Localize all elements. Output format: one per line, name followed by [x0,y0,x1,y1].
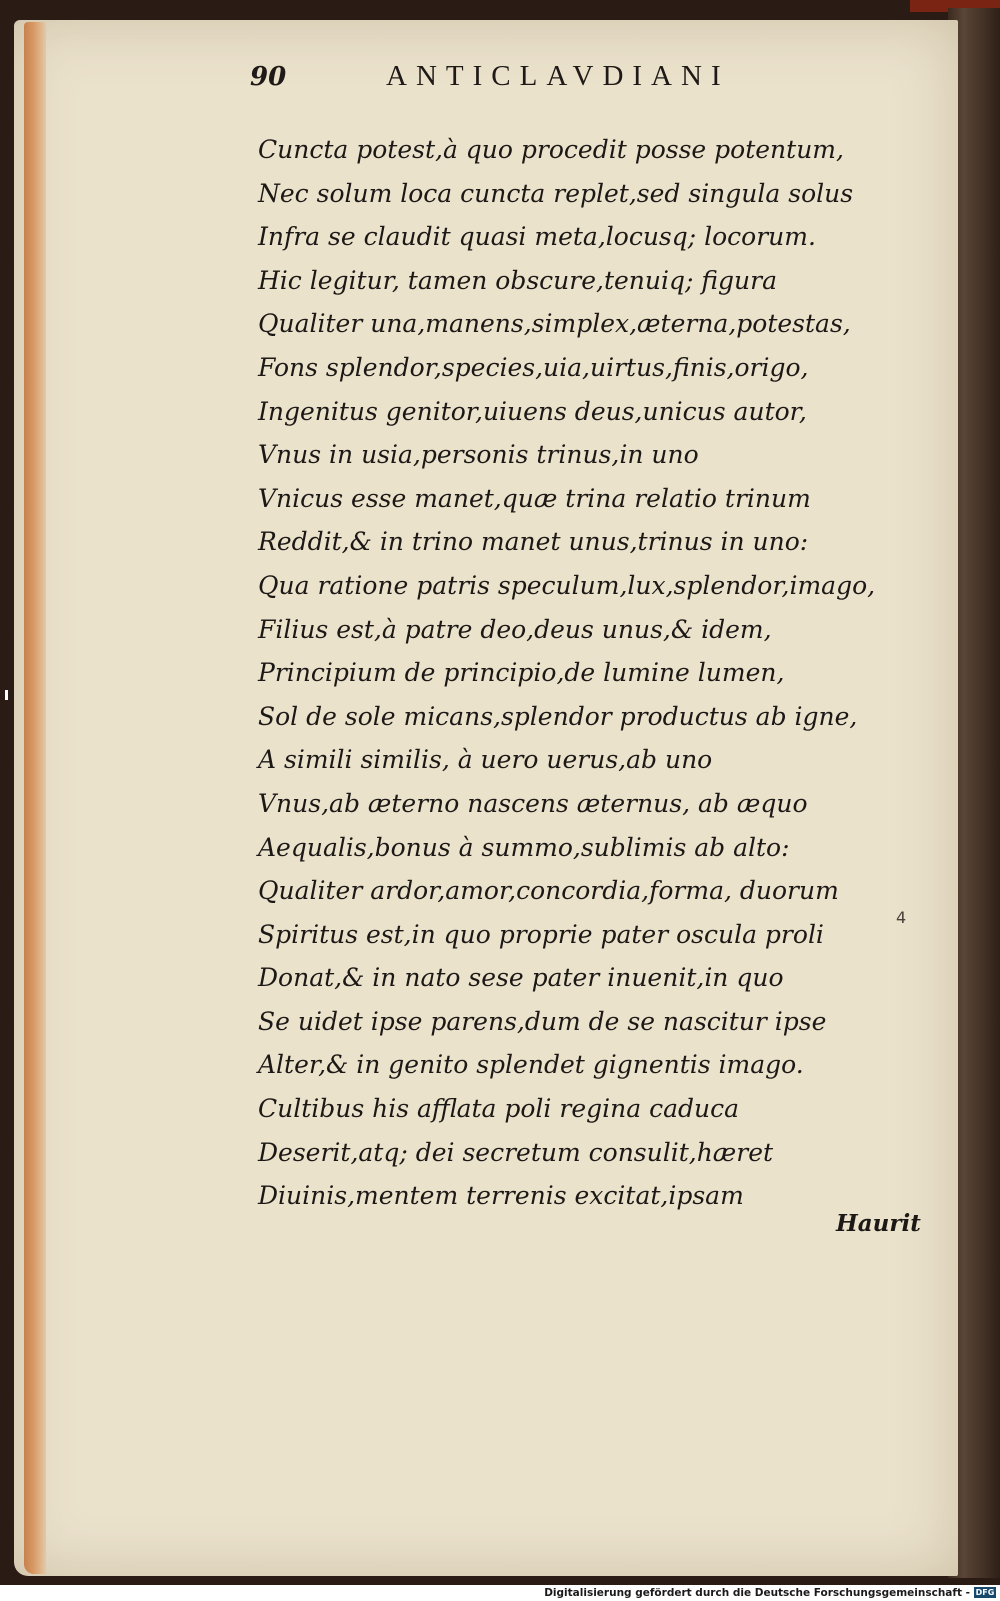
verse-block [258,128,938,1218]
verse-line: Vnicus esse manet,quæ trina relatio trinum [258,483,811,513]
dfg-logo-icon: DFG [975,1588,995,1597]
verse-line: Donat,& in nato sese pater inuenit,in quo [258,963,784,993]
page-number: 90 [250,62,287,92]
digitization-footer [0,1585,1000,1601]
page-header [250,60,870,100]
verse-line: Qua ratione patris speculum,lux,splendor,imago, [258,570,876,600]
verse-line: Cuncta potest,à quo procedit posse potentum, [258,135,844,164]
verse-line: Se uidet ipse parens,dum de se nascitur ipse [258,1006,827,1036]
verse-line: Infra se claudit quasi meta,locusq; locorum. [258,222,816,252]
verse-line: Hic legitur, tamen obscure,tenuiq; figura [258,265,778,295]
verse-line: Principium de principio,de lumine lumen, [258,658,785,688]
funding-notice: Digitalisierung gefördert durch die Deutsche Forschungsgemeinschaft - [544,1587,970,1599]
catchword: Haurit [836,1210,921,1237]
verse-line: Aequalis,bonus à summo,sublimis ab alto: [258,832,790,862]
verse-line: Deserit,atq; dei secretum consulit,hæret [258,1137,774,1167]
verse-line: Qualiter una,manens,simplex,æterna,potestas, [258,309,851,339]
margin-mark: 4 [896,908,907,927]
verse-line: Spiritus est,in quo proprie pater oscula proli [258,919,824,949]
verse-line: Cultibus his afflata poli regina caduca [258,1094,739,1124]
verse-line: Vnus in usia,personis trinus,in uno [258,440,699,470]
page-gutter-shadow [24,22,46,1574]
verse-line: Alter,& in genito splendet gignentis imago. [258,1050,804,1080]
verse-line: Sol de sole micans,splendor productus ab igne, [258,701,858,731]
verse-line: Nec solum loca cuncta replet,sed singula solus [258,178,854,208]
verse-line: Diuinis,mentem terrenis excitat,ipsam [258,1181,744,1211]
verse-line: Qualiter ardor,amor,concordia,forma, duorum [258,876,839,906]
verse-line: Filius est,à patre deo,deus unus,& idem, [258,614,772,644]
verse-line: Reddit,& in trino manet unus,trinus in uno: [258,527,809,557]
verse-line: Vnus,ab æterno nascens æternus, ab æquo [258,788,808,818]
verse-line: A simili similis, à uero uerus,ab uno [258,745,713,775]
scan-edge-tick [5,690,8,700]
verse-line: Ingenitus genitor,uiuens deus,unicus autor, [258,396,807,426]
running-title: ANTICLAVDIANI [386,60,730,92]
verse-line: Fons splendor,species,uia,uirtus,finis,origo, [258,352,809,382]
